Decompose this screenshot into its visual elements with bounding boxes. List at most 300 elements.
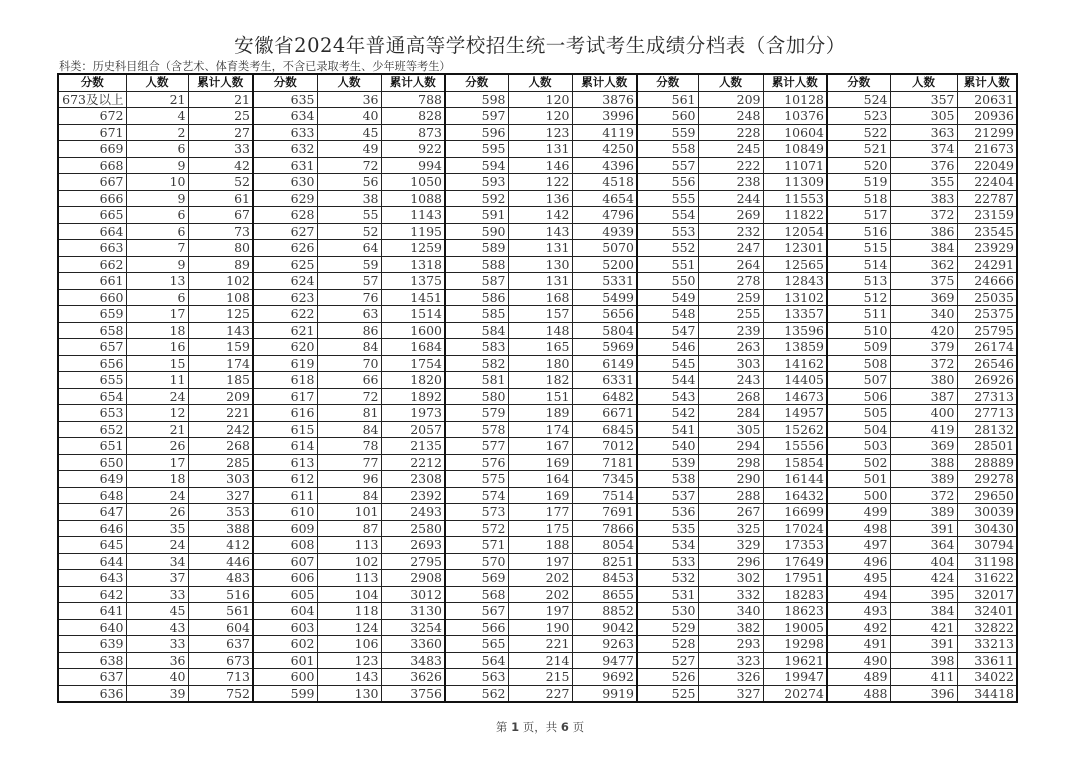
- cell-score: 594: [445, 157, 508, 174]
- cell-cumulative: 26546: [957, 355, 1017, 372]
- cell-count: 247: [698, 240, 763, 257]
- cell-count: 364: [890, 537, 957, 554]
- cell-score: 638: [58, 652, 126, 669]
- cell-score: 535: [637, 520, 698, 537]
- cell-score: 524: [827, 91, 890, 108]
- cell-count: 372: [890, 487, 957, 504]
- cell-count: 214: [508, 652, 572, 669]
- cell-cumulative: 25375: [957, 306, 1017, 323]
- cell-score: 552: [637, 240, 698, 257]
- cell-cumulative: 13102: [763, 289, 827, 306]
- cell-score: 631: [253, 157, 317, 174]
- cell-cumulative: 28889: [957, 454, 1017, 471]
- cell-score: 649: [58, 471, 126, 488]
- cell-cumulative: 3254: [381, 619, 445, 636]
- table-row: [58, 537, 1017, 554]
- cell-score: 570: [445, 553, 508, 570]
- cell-count: 398: [890, 652, 957, 669]
- table-row: [58, 504, 1017, 521]
- page-prefix: 第: [495, 720, 508, 734]
- cell-cumulative: 174: [188, 355, 253, 372]
- cell-count: 45: [126, 603, 188, 620]
- cell-cumulative: 102: [188, 273, 253, 290]
- cell-count: 57: [317, 273, 381, 290]
- cell-cumulative: 5331: [572, 273, 637, 290]
- cell-score: 578: [445, 421, 508, 438]
- cell-count: 238: [698, 174, 763, 191]
- cell-score: 492: [827, 619, 890, 636]
- cell-score: 557: [637, 157, 698, 174]
- cell-cumulative: 6331: [572, 372, 637, 389]
- column-header-count: 人数: [126, 74, 188, 91]
- cell-count: 243: [698, 372, 763, 389]
- cell-score: 537: [637, 487, 698, 504]
- cell-score: 619: [253, 355, 317, 372]
- cell-count: 76: [317, 289, 381, 306]
- cell-score: 525: [637, 685, 698, 702]
- cell-count: 21: [126, 421, 188, 438]
- cell-cumulative: 32822: [957, 619, 1017, 636]
- category-subtitle: 科类：历史科目组合（含艺术、体育类考生，不含已录取考生、少年班等考生）: [59, 60, 451, 73]
- cell-cumulative: 5070: [572, 240, 637, 257]
- cell-count: 387: [890, 388, 957, 405]
- cell-count: 222: [698, 157, 763, 174]
- score-distribution-table: [57, 73, 1018, 703]
- cell-count: 16: [126, 339, 188, 356]
- cell-count: 189: [508, 405, 572, 422]
- cell-cumulative: 637: [188, 636, 253, 653]
- cell-score: 657: [58, 339, 126, 356]
- cell-score: 576: [445, 454, 508, 471]
- cell-count: 182: [508, 372, 572, 389]
- cell-count: 197: [508, 553, 572, 570]
- cell-score: 512: [827, 289, 890, 306]
- cell-cumulative: 8453: [572, 570, 637, 587]
- cell-count: 70: [317, 355, 381, 372]
- cell-score: 545: [637, 355, 698, 372]
- cell-cumulative: 713: [188, 669, 253, 686]
- cell-count: 6: [126, 289, 188, 306]
- cell-cumulative: 26174: [957, 339, 1017, 356]
- cell-cumulative: 7345: [572, 471, 637, 488]
- cell-count: 17: [126, 454, 188, 471]
- cell-cumulative: 12565: [763, 256, 827, 273]
- cell-score: 650: [58, 454, 126, 471]
- cell-score: 491: [827, 636, 890, 653]
- cell-cumulative: 21299: [957, 124, 1017, 141]
- cell-score: 573: [445, 504, 508, 521]
- cell-score: 555: [637, 190, 698, 207]
- cell-count: 227: [508, 685, 572, 702]
- cell-cumulative: 9263: [572, 636, 637, 653]
- cell-cumulative: 2135: [381, 438, 445, 455]
- cell-cumulative: 285: [188, 454, 253, 471]
- cell-cumulative: 23545: [957, 223, 1017, 240]
- cell-cumulative: 828: [381, 108, 445, 125]
- cell-score: 547: [637, 322, 698, 339]
- cell-score: 652: [58, 421, 126, 438]
- cell-cumulative: 6671: [572, 405, 637, 422]
- cell-score: 597: [445, 108, 508, 125]
- cell-count: 130: [317, 685, 381, 702]
- cell-cumulative: 209: [188, 388, 253, 405]
- cell-score: 668: [58, 157, 126, 174]
- cell-score: 511: [827, 306, 890, 323]
- cell-count: 389: [890, 471, 957, 488]
- cell-cumulative: 353: [188, 504, 253, 521]
- cell-cumulative: 9477: [572, 652, 637, 669]
- cell-count: 118: [317, 603, 381, 620]
- cell-score: 490: [827, 652, 890, 669]
- cell-count: 284: [698, 405, 763, 422]
- cell-cumulative: 2908: [381, 570, 445, 587]
- table-row: [58, 652, 1017, 669]
- cell-score: 505: [827, 405, 890, 422]
- cell-cumulative: 5656: [572, 306, 637, 323]
- cell-score: 529: [637, 619, 698, 636]
- cell-count: 13: [126, 273, 188, 290]
- cell-cumulative: 17024: [763, 520, 827, 537]
- cell-count: 323: [698, 652, 763, 669]
- cell-score: 523: [827, 108, 890, 125]
- cell-cumulative: 7866: [572, 520, 637, 537]
- table-row: [58, 421, 1017, 438]
- cell-cumulative: 7012: [572, 438, 637, 455]
- cell-cumulative: 11822: [763, 207, 827, 224]
- cell-count: 293: [698, 636, 763, 653]
- cell-cumulative: 1973: [381, 405, 445, 422]
- cell-count: 197: [508, 603, 572, 620]
- cell-score: 579: [445, 405, 508, 422]
- cell-count: 33: [126, 586, 188, 603]
- cell-score: 549: [637, 289, 698, 306]
- cell-score: 508: [827, 355, 890, 372]
- cell-count: 43: [126, 619, 188, 636]
- cell-score: 647: [58, 504, 126, 521]
- cell-count: 86: [317, 322, 381, 339]
- cell-score: 501: [827, 471, 890, 488]
- cell-count: 357: [890, 91, 957, 108]
- cell-cumulative: 14957: [763, 405, 827, 422]
- cell-score: 567: [445, 603, 508, 620]
- cell-score: 593: [445, 174, 508, 191]
- cell-cumulative: 108: [188, 289, 253, 306]
- table-row: [58, 240, 1017, 257]
- cell-count: 420: [890, 322, 957, 339]
- cell-count: 303: [698, 355, 763, 372]
- cell-score: 601: [253, 652, 317, 669]
- cell-cumulative: 17649: [763, 553, 827, 570]
- cell-score: 610: [253, 504, 317, 521]
- cell-count: 102: [317, 553, 381, 570]
- cell-cumulative: 4396: [572, 157, 637, 174]
- cell-score: 569: [445, 570, 508, 587]
- cell-count: 87: [317, 520, 381, 537]
- cell-cumulative: 33213: [957, 636, 1017, 653]
- page-middle: 页，共: [522, 720, 558, 734]
- table-row: [58, 372, 1017, 389]
- cell-cumulative: 1318: [381, 256, 445, 273]
- cell-cumulative: 13357: [763, 306, 827, 323]
- cell-cumulative: 7514: [572, 487, 637, 504]
- cell-score: 640: [58, 619, 126, 636]
- cell-cumulative: 922: [381, 141, 445, 158]
- cell-cumulative: 268: [188, 438, 253, 455]
- cell-count: 56: [317, 174, 381, 191]
- cell-cumulative: 32401: [957, 603, 1017, 620]
- cell-cumulative: 3876: [572, 91, 637, 108]
- table-row: [58, 223, 1017, 240]
- cell-score: 596: [445, 124, 508, 141]
- column-header-cumulative: 累计人数: [381, 74, 445, 91]
- cell-score: 666: [58, 190, 126, 207]
- cell-count: 340: [698, 603, 763, 620]
- cell-score: 504: [827, 421, 890, 438]
- total-pages-number: 6: [560, 720, 569, 734]
- cell-cumulative: 29650: [957, 487, 1017, 504]
- table-header-row: [58, 74, 1017, 91]
- cell-cumulative: 26926: [957, 372, 1017, 389]
- cell-cumulative: 2212: [381, 454, 445, 471]
- cell-count: 131: [508, 240, 572, 257]
- cell-cumulative: 22787: [957, 190, 1017, 207]
- cell-score: 553: [637, 223, 698, 240]
- cell-count: 355: [890, 174, 957, 191]
- cell-count: 290: [698, 471, 763, 488]
- cell-count: 120: [508, 108, 572, 125]
- cell-score: 644: [58, 553, 126, 570]
- cell-cumulative: 1684: [381, 339, 445, 356]
- cell-cumulative: 61: [188, 190, 253, 207]
- cell-count: 151: [508, 388, 572, 405]
- document-title: 安徽省2024年普通高等学校招生统一考试考生成绩分档表（含加分）: [234, 34, 846, 57]
- cell-cumulative: 30794: [957, 537, 1017, 554]
- cell-cumulative: 16699: [763, 504, 827, 521]
- cell-count: 263: [698, 339, 763, 356]
- cell-score: 502: [827, 454, 890, 471]
- cell-score: 589: [445, 240, 508, 257]
- table-row: [58, 306, 1017, 323]
- cell-count: 419: [890, 421, 957, 438]
- cell-cumulative: 3996: [572, 108, 637, 125]
- cell-cumulative: 25035: [957, 289, 1017, 306]
- cell-cumulative: 28501: [957, 438, 1017, 455]
- cell-count: 143: [508, 223, 572, 240]
- cell-count: 175: [508, 520, 572, 537]
- cell-score: 654: [58, 388, 126, 405]
- cell-cumulative: 13859: [763, 339, 827, 356]
- cell-count: 255: [698, 306, 763, 323]
- cell-score: 672: [58, 108, 126, 125]
- cell-count: 372: [890, 355, 957, 372]
- cell-count: 123: [508, 124, 572, 141]
- cell-score: 604: [253, 603, 317, 620]
- cell-score: 509: [827, 339, 890, 356]
- cell-cumulative: 327: [188, 487, 253, 504]
- table-row: [58, 256, 1017, 273]
- cell-score: 633: [253, 124, 317, 141]
- table-row: [58, 603, 1017, 620]
- cell-count: 26: [126, 504, 188, 521]
- cell-count: 221: [508, 636, 572, 653]
- cell-score: 669: [58, 141, 126, 158]
- cell-score: 550: [637, 273, 698, 290]
- cell-count: 40: [126, 669, 188, 686]
- cell-cumulative: 2580: [381, 520, 445, 537]
- cell-count: 9: [126, 157, 188, 174]
- cell-count: 296: [698, 553, 763, 570]
- cell-score: 575: [445, 471, 508, 488]
- cell-count: 232: [698, 223, 763, 240]
- table-row: [58, 454, 1017, 471]
- cell-count: 376: [890, 157, 957, 174]
- cell-count: 209: [698, 91, 763, 108]
- cell-count: 188: [508, 537, 572, 554]
- cell-count: 113: [317, 570, 381, 587]
- cell-count: 305: [890, 108, 957, 125]
- cell-count: 157: [508, 306, 572, 323]
- cell-count: 2: [126, 124, 188, 141]
- cell-score: 510: [827, 322, 890, 339]
- cell-score: 671: [58, 124, 126, 141]
- cell-count: 120: [508, 91, 572, 108]
- column-header-score: 分数: [58, 74, 126, 91]
- cell-cumulative: 33611: [957, 652, 1017, 669]
- cell-count: 180: [508, 355, 572, 372]
- cell-score: 517: [827, 207, 890, 224]
- cell-cumulative: 29278: [957, 471, 1017, 488]
- cell-cumulative: 412: [188, 537, 253, 554]
- cell-cumulative: 1600: [381, 322, 445, 339]
- cell-score: 630: [253, 174, 317, 191]
- cell-score: 599: [253, 685, 317, 702]
- cell-score: 577: [445, 438, 508, 455]
- cell-count: 384: [890, 240, 957, 257]
- cell-score: 661: [58, 273, 126, 290]
- cell-cumulative: 19947: [763, 669, 827, 686]
- cell-cumulative: 4654: [572, 190, 637, 207]
- cell-cumulative: 30430: [957, 520, 1017, 537]
- cell-cumulative: 143: [188, 322, 253, 339]
- cell-cumulative: 30039: [957, 504, 1017, 521]
- cell-score: 616: [253, 405, 317, 422]
- cell-count: 294: [698, 438, 763, 455]
- cell-score: 623: [253, 289, 317, 306]
- cell-count: 404: [890, 553, 957, 570]
- cell-score: 651: [58, 438, 126, 455]
- table-row: [58, 520, 1017, 537]
- cell-count: 78: [317, 438, 381, 455]
- cell-cumulative: 89: [188, 256, 253, 273]
- cell-cumulative: 8054: [572, 537, 637, 554]
- column-header-cumulative: 累计人数: [957, 74, 1017, 91]
- cell-count: 298: [698, 454, 763, 471]
- table-row: [58, 322, 1017, 339]
- cell-count: 24: [126, 487, 188, 504]
- cell-count: 374: [890, 141, 957, 158]
- cell-count: 84: [317, 339, 381, 356]
- cell-cumulative: 18623: [763, 603, 827, 620]
- cell-score: 613: [253, 454, 317, 471]
- cell-cumulative: 19005: [763, 619, 827, 636]
- cell-count: 332: [698, 586, 763, 603]
- cell-count: 35: [126, 520, 188, 537]
- cell-cumulative: 21: [188, 91, 253, 108]
- cell-cumulative: 4939: [572, 223, 637, 240]
- cell-cumulative: 11553: [763, 190, 827, 207]
- cell-cumulative: 12054: [763, 223, 827, 240]
- column-header-count: 人数: [317, 74, 381, 91]
- cell-count: 6: [126, 207, 188, 224]
- cell-cumulative: 303: [188, 471, 253, 488]
- cell-score: 495: [827, 570, 890, 587]
- cell-count: 391: [890, 636, 957, 653]
- table-row: [58, 487, 1017, 504]
- cell-score: 590: [445, 223, 508, 240]
- cell-score: 513: [827, 273, 890, 290]
- cell-count: 63: [317, 306, 381, 323]
- cell-score: 611: [253, 487, 317, 504]
- cell-count: 424: [890, 570, 957, 587]
- cell-count: 164: [508, 471, 572, 488]
- cell-cumulative: 221: [188, 405, 253, 422]
- cell-count: 72: [317, 388, 381, 405]
- cell-cumulative: 159: [188, 339, 253, 356]
- cell-cumulative: 1514: [381, 306, 445, 323]
- cell-score: 608: [253, 537, 317, 554]
- cell-score: 531: [637, 586, 698, 603]
- cell-count: 396: [890, 685, 957, 702]
- cell-score: 544: [637, 372, 698, 389]
- cell-count: 386: [890, 223, 957, 240]
- cell-count: 372: [890, 207, 957, 224]
- cell-cumulative: 22404: [957, 174, 1017, 191]
- cell-cumulative: 5969: [572, 339, 637, 356]
- cell-score: 574: [445, 487, 508, 504]
- cell-cumulative: 1050: [381, 174, 445, 191]
- cell-score: 527: [637, 652, 698, 669]
- cell-cumulative: 34418: [957, 685, 1017, 702]
- cell-score: 624: [253, 273, 317, 290]
- cell-score: 656: [58, 355, 126, 372]
- table-row: [58, 355, 1017, 372]
- cell-score: 605: [253, 586, 317, 603]
- cell-score: 540: [637, 438, 698, 455]
- cell-score: 518: [827, 190, 890, 207]
- cell-count: 389: [890, 504, 957, 521]
- cell-cumulative: 19621: [763, 652, 827, 669]
- cell-count: 66: [317, 372, 381, 389]
- cell-cumulative: 20936: [957, 108, 1017, 125]
- cell-cumulative: 7181: [572, 454, 637, 471]
- cell-count: 6: [126, 141, 188, 158]
- cell-cumulative: 604: [188, 619, 253, 636]
- cell-score: 627: [253, 223, 317, 240]
- cell-cumulative: 516: [188, 586, 253, 603]
- cell-cumulative: 10128: [763, 91, 827, 108]
- cell-cumulative: 17951: [763, 570, 827, 587]
- cell-score: 581: [445, 372, 508, 389]
- cell-count: 37: [126, 570, 188, 587]
- cell-cumulative: 1892: [381, 388, 445, 405]
- cell-cumulative: 1143: [381, 207, 445, 224]
- cell-cumulative: 10604: [763, 124, 827, 141]
- cell-cumulative: 9042: [572, 619, 637, 636]
- cell-cumulative: 242: [188, 421, 253, 438]
- cell-score: 536: [637, 504, 698, 521]
- cell-count: 40: [317, 108, 381, 125]
- cell-count: 168: [508, 289, 572, 306]
